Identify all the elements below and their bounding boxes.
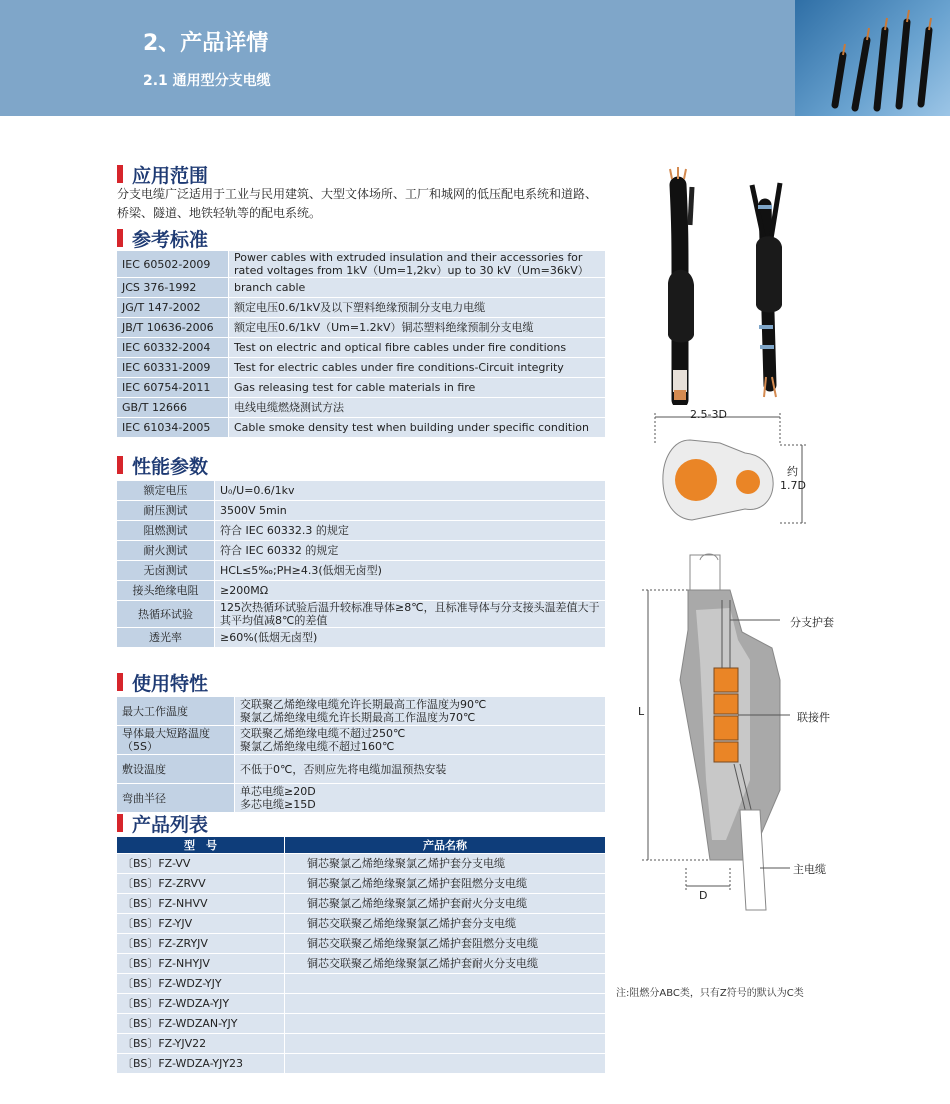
section-usage (117, 671, 208, 693)
usage-row (117, 784, 606, 813)
standard-code: JCS 376-1992 (117, 278, 229, 298)
standard-desc: Gas releasing test for cable materials in fire (229, 378, 606, 398)
product-row (117, 954, 606, 974)
product-model: 〔BS〕FZ-NHYJV (117, 954, 285, 974)
product-name: 铜芯交联聚乙烯绝缘聚氯乙烯护套阻燃分支电缆 (285, 934, 606, 954)
product-name (285, 1054, 606, 1074)
product-model: 〔BS〕FZ-WDZA-YJY (117, 994, 285, 1014)
product-model: 〔BS〕FZ-NHVV (117, 894, 285, 914)
standard-row (117, 418, 606, 438)
performance-name: 额定电压 (117, 481, 215, 501)
performance-name: 接头绝缘电阻 (117, 581, 215, 601)
standard-code: JB/T 10636-2006 (117, 318, 229, 338)
product-name (285, 974, 606, 994)
section-title: 参考标准 (132, 228, 209, 251)
header-banner (0, 0, 950, 116)
product-row (117, 894, 606, 914)
standard-row (117, 338, 606, 358)
usage-row (117, 755, 606, 784)
products-table (116, 836, 606, 1074)
section-title: 使用特性 (132, 672, 209, 695)
usage-value-line1: 交联聚乙烯绝缘电缆不超过250℃ (240, 727, 406, 740)
product-model: 〔BS〕FZ-WDZA-YJY23 (117, 1054, 285, 1074)
scope-text: 分支电缆广泛适用于工业与民用建筑、大型文体场所、工厂和城网的低压配电系统和道路、桥梁、隧道、地铁轻轨等的配电系统。 (117, 187, 598, 220)
performance-value: 3500V 5min (215, 501, 606, 521)
header-cable-photo (795, 0, 950, 116)
standard-desc: Test on electric and optical fibre cables under fire conditions (229, 338, 606, 358)
product-row (117, 1034, 606, 1054)
performance-table (116, 480, 606, 648)
section-standards (117, 227, 208, 249)
col-model: 型 号 (117, 837, 285, 854)
products-header-row (117, 837, 606, 854)
performance-value: U₀/U=0.6/1kv (215, 481, 606, 501)
section-title: 产品列表 (132, 813, 209, 836)
product-row (117, 994, 606, 1014)
product-model: 〔BS〕FZ-ZRYJV (117, 934, 285, 954)
section-marker (117, 229, 123, 247)
performance-row (117, 501, 606, 521)
diameter-label: D (699, 889, 708, 902)
performance-row (117, 601, 606, 628)
product-model: 〔BS〕FZ-ZRVV (117, 874, 285, 894)
usage-row (117, 697, 606, 726)
standard-code: IEC 60332-2004 (117, 338, 229, 358)
standard-desc: Cable smoke density test when building under specific condition (229, 418, 606, 438)
section-title: 性能参数 (132, 455, 209, 478)
section-marker (117, 456, 123, 474)
standard-code: JG/T 147-2002 (117, 298, 229, 318)
main-cable-label: 主电缆 (793, 863, 826, 876)
usage-value (235, 755, 606, 784)
branch-sheath-label: 分支护套 (790, 616, 834, 629)
performance-name: 无卤测试 (117, 561, 215, 581)
standard-row (117, 298, 606, 318)
standard-row (117, 278, 606, 298)
performance-row (117, 521, 606, 541)
product-name: 铜芯交联聚乙烯绝缘聚氯乙烯护套耐火分支电缆 (285, 954, 606, 974)
product-row (117, 1054, 606, 1074)
performance-row (117, 561, 606, 581)
footnote (616, 984, 804, 999)
width-label: 2.5-3D (690, 408, 727, 421)
height-label-approx: 约 (787, 465, 798, 478)
branch-cable-photo (640, 165, 810, 405)
standard-row (117, 378, 606, 398)
performance-value: 符合 IEC 60332.3 的规定 (215, 521, 606, 541)
product-model: 〔BS〕FZ-WDZ-YJY (117, 974, 285, 994)
section-marker (117, 165, 123, 183)
page-title: 2、产品详情 (143, 31, 269, 56)
page-subtitle: 2.1 通用型分支电缆 (143, 73, 271, 89)
cable-photo-icon (795, 0, 950, 116)
standard-desc: 电线电缆燃烧测试方法 (229, 398, 606, 418)
usage-value-line2: 聚氯乙烯绝缘电缆允许长期最高工作温度为70℃ (240, 711, 476, 724)
cross-section-diagram (640, 405, 840, 535)
product-name: 铜芯交联聚乙烯绝缘聚氯乙烯护套分支电缆 (285, 914, 606, 934)
product-model: 〔BS〕FZ-VV (117, 854, 285, 874)
footnote-text: 注:阻燃分ABC类，只有Z符号的默认为C类 (616, 988, 804, 999)
usage-value-line1: 单芯电缆≥20D (240, 785, 316, 798)
section-performance (117, 454, 208, 476)
performance-row (117, 541, 606, 561)
performance-name: 透光率 (117, 628, 215, 648)
usage-row (117, 726, 606, 755)
product-name (285, 1034, 606, 1054)
product-name: 铜芯聚氯乙烯绝缘聚氯乙烯护套阻燃分支电缆 (285, 874, 606, 894)
standard-code: IEC 61034-2005 (117, 418, 229, 438)
performance-value: ≥60%(低烟无卤型) (215, 628, 606, 648)
product-name (285, 1014, 606, 1034)
product-name: 铜芯聚氯乙烯绝缘聚氯乙烯护套耐火分支电缆 (285, 894, 606, 914)
usage-name: 导体最大短路温度（5S） (117, 726, 235, 755)
standard-code: IEC 60754-2011 (117, 378, 229, 398)
usage-value (235, 784, 606, 813)
performance-row (117, 581, 606, 601)
section-scope (117, 163, 208, 185)
standard-row (117, 251, 606, 278)
product-model: 〔BS〕FZ-WDZAN-YJY (117, 1014, 285, 1034)
usage-value-line1: 不低于0℃，否则应先将电缆加温预热安装 (240, 762, 447, 776)
standards-table (116, 250, 606, 438)
performance-value: ≥200MΩ (215, 581, 606, 601)
performance-name: 热循环试验 (117, 601, 215, 628)
standard-code: GB/T 12666 (117, 398, 229, 418)
product-name: 铜芯聚氯乙烯绝缘聚氯乙烯护套分支电缆 (285, 854, 606, 874)
product-row (117, 934, 606, 954)
product-model: 〔BS〕FZ-YJV (117, 914, 285, 934)
col-product-name: 产品名称 (285, 837, 606, 854)
usage-value-line1: 交联聚乙烯绝缘电缆允许长期最高工作温度为90℃ (240, 698, 487, 711)
performance-name: 耐火测试 (117, 541, 215, 561)
performance-name: 耐压测试 (117, 501, 215, 521)
usage-name: 弯曲半径 (117, 784, 235, 813)
section-title: 应用范围 (132, 164, 209, 187)
standard-row (117, 398, 606, 418)
standard-desc: branch cable (229, 278, 606, 298)
section-marker (117, 673, 123, 691)
standard-desc: Test for electric cables under fire conditions-Circuit integrity (229, 358, 606, 378)
performance-value: HCL≤5‰;PH≥4.3(低烟无卤型) (215, 561, 606, 581)
usage-value-line2: 多芯电缆≥15D (240, 798, 316, 811)
standard-desc: 额定电压0.6/1kV（Um=1.2kV）铜芯塑料绝缘预制分支电缆 (229, 318, 606, 338)
performance-value: 125次热循环试验后温升较标准导体≥8℃，且标准导体与分支接头温差值大于其平均值减8℃的差值 (215, 601, 606, 628)
standard-desc: Power cables with extruded insulation and their accessories for rated voltages from 1kV（Um=1,2kv）up to 30 kV（Um=36kV） (229, 251, 606, 278)
usage-value (235, 697, 606, 726)
standard-row (117, 358, 606, 378)
height-label: 1.7D (780, 479, 806, 492)
performance-name: 阻燃测试 (117, 521, 215, 541)
standard-row (117, 318, 606, 338)
usage-name: 敷设温度 (117, 755, 235, 784)
usage-name: 最大工作温度 (117, 697, 235, 726)
product-row (117, 874, 606, 894)
section-marker (117, 814, 123, 832)
standard-code: IEC 60502-2009 (117, 251, 229, 278)
performance-row (117, 628, 606, 648)
usage-table (116, 696, 606, 813)
connector-label: 联接件 (797, 711, 830, 724)
product-row (117, 1014, 606, 1034)
product-row (117, 854, 606, 874)
usage-value (235, 726, 606, 755)
product-row (117, 914, 606, 934)
usage-value-line2: 聚氯乙烯绝缘电缆不超过160℃ (240, 740, 395, 753)
length-label: L (638, 705, 645, 718)
performance-row (117, 481, 606, 501)
standard-desc: 额定电压0.6/1kV及以下塑料绝缘预制分支电力电缆 (229, 298, 606, 318)
product-name (285, 994, 606, 1014)
standard-code: IEC 60331-2009 (117, 358, 229, 378)
section-products (117, 812, 208, 834)
product-model: 〔BS〕FZ-YJV22 (117, 1034, 285, 1054)
performance-value: 符合 IEC 60332 的规定 (215, 541, 606, 561)
product-row (117, 974, 606, 994)
